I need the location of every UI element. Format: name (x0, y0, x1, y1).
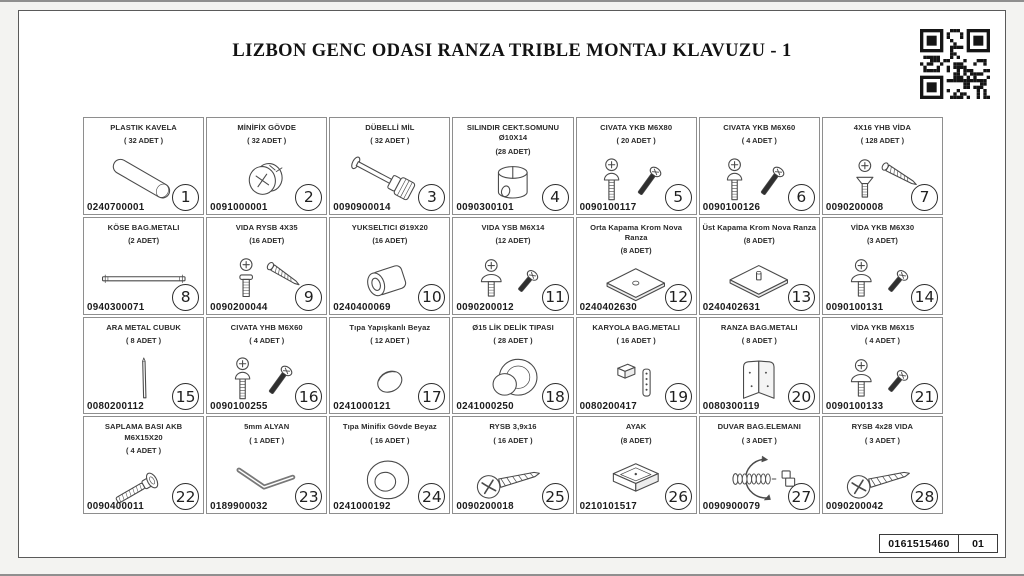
part-quantity: ( 20 ADET ) (616, 136, 656, 146)
part-quantity: ( 4 ADET ) (126, 445, 162, 455)
part-number-badge: 13 (788, 284, 815, 311)
part-number-badge: 28 (911, 483, 938, 510)
part-number-badge: 14 (911, 284, 938, 311)
part-code: 0241000121 (333, 401, 391, 413)
part-number-badge: 3 (418, 184, 445, 211)
part-quantity: (2 ADET) (128, 236, 160, 245)
part-quantity: ( 1 ADET ) (249, 435, 285, 445)
part-quantity: ( 32 ADET ) (247, 136, 287, 146)
part-number-badge: 1 (172, 184, 199, 211)
part-number-badge: 15 (172, 383, 199, 410)
part-number-badge: 27 (788, 483, 815, 510)
part-number-badge: 24 (418, 483, 445, 510)
part-code: 0080300119 (702, 401, 760, 413)
part-code: 0090100255 (210, 401, 268, 413)
part-number-badge: 12 (665, 284, 692, 311)
part-name: PLASTIK KAVELA (110, 123, 177, 132)
part-code: 0090200008 (825, 201, 884, 213)
part-name: ARA METAL CUBUK (106, 322, 181, 332)
parts-grid (83, 117, 943, 514)
part-number-badge: 8 (172, 284, 199, 311)
part-name: CIVATA YKB M6X60 (723, 123, 796, 132)
part-name: Üst Kapama Krom Nova Ranza (702, 222, 817, 232)
part-code: 0240700001 (87, 201, 145, 213)
part-name: MİNİFİX GÖVDE (237, 123, 297, 132)
part-name: DUVAR BAG.ELEMANI (717, 422, 801, 432)
part-cell-23 (206, 416, 327, 514)
part-number-badge: 21 (911, 383, 938, 410)
part-name: SILINDIR CEKT.SOMUNU Ø10X14 (466, 123, 560, 143)
part-name: VİDA YKB M6X30 (850, 222, 915, 232)
part-code: 0210101517 (579, 501, 638, 512)
part-number-badge: 19 (665, 383, 692, 410)
part-quantity: (8 ADET) (620, 435, 652, 445)
part-quantity: ( 32 ADET ) (370, 136, 410, 146)
part-name: YUKSELTICI Ø19X20 (351, 222, 428, 232)
part-code: 0241000250 (456, 401, 514, 413)
part-cell-25 (452, 416, 573, 514)
part-cell-9 (206, 217, 327, 315)
part-number-badge: 17 (418, 383, 445, 410)
part-cell-7 (822, 117, 943, 215)
part-cell-1 (83, 117, 204, 215)
part-quantity: ( 128 ADET ) (860, 136, 905, 146)
part-code: 0090200042 (825, 501, 884, 512)
part-quantity: ( 16 ADET ) (493, 435, 533, 445)
part-quantity: ( 4 ADET ) (249, 335, 285, 345)
part-number-badge: 20 (788, 383, 815, 410)
manual-sheet (18, 10, 1006, 558)
part-cell-8 (83, 217, 204, 315)
part-quantity: (3 ADET) (866, 236, 898, 245)
part-quantity: ( 8 ADET ) (741, 335, 777, 345)
part-name: RYSB 3,9x16 (489, 422, 537, 432)
part-number-badge: 18 (542, 383, 569, 410)
part-number-badge: 2 (295, 184, 322, 211)
part-name: Ø15 LİK DELİK TIPASI (472, 322, 554, 332)
part-cell-27 (699, 416, 820, 514)
part-quantity: (8 ADET) (620, 246, 652, 256)
part-name: VIDA RYSB 4X35 (235, 222, 298, 232)
part-name: VİDA YKB M6X15 (850, 322, 915, 332)
part-code: 0090200012 (456, 301, 514, 313)
part-code: 0090200044 (210, 301, 268, 313)
part-code: 0241000192 (333, 501, 391, 512)
part-name: 5mm ALYAN (244, 422, 290, 432)
part-quantity: ( 3 ADET ) (864, 435, 900, 445)
part-name: CIVATA YKB M6X80 (600, 123, 673, 132)
part-cell-16 (206, 317, 327, 415)
part-name: RANZA BAG.METALI (720, 322, 798, 332)
part-number-badge: 22 (172, 483, 199, 510)
part-quantity: (28 ADET) (495, 146, 531, 156)
part-cell-2 (206, 117, 327, 215)
part-name: AYAK (625, 422, 647, 432)
part-code: 0080200417 (579, 401, 638, 413)
part-name: RYSB 4x28 VIDA (851, 422, 914, 432)
part-name: Tıpa Minifix Gövde Beyaz (342, 422, 437, 432)
part-number-badge: 7 (911, 184, 938, 211)
part-code: 0189900032 (210, 501, 268, 512)
part-code: 0090300101 (456, 201, 514, 213)
part-name: Orta Kapama Krom Nova Ranza (590, 222, 683, 242)
part-number-badge: 4 (542, 184, 569, 211)
part-code: 0240402631 (702, 301, 761, 313)
part-cell-4 (452, 117, 573, 215)
part-cell-6 (699, 117, 820, 215)
part-quantity: ( 12 ADET ) (370, 335, 410, 345)
part-cell-11 (452, 217, 573, 315)
part-quantity: ( 8 ADET ) (126, 335, 162, 345)
part-number-badge: 26 (665, 483, 692, 510)
qr-code (920, 29, 990, 99)
part-number-badge: 9 (295, 284, 322, 311)
part-name: Tıpa Yapışkanlı Beyaz (349, 322, 431, 332)
part-quantity: ( 28 ADET ) (493, 335, 533, 345)
part-number-badge: 23 (295, 483, 322, 510)
part-code: 0090400011 (87, 501, 144, 512)
document-page-number: 01 (972, 537, 984, 550)
part-name: 4X16 YHB VİDA (853, 123, 912, 132)
part-number-badge: 11 (542, 284, 569, 311)
part-cell-15 (83, 317, 204, 415)
part-code: 0090100131 (825, 301, 884, 313)
part-code: 0090100133 (825, 401, 884, 413)
part-cell-20 (699, 317, 820, 415)
part-name: KÖSE BAG.METALI (107, 222, 180, 232)
part-number-badge: 16 (295, 383, 322, 410)
part-code: 0090100126 (702, 201, 761, 213)
part-cell-22 (83, 416, 204, 514)
part-quantity: (16 ADET) (372, 236, 408, 245)
part-quantity: ( 16 ADET ) (616, 335, 656, 345)
part-cell-3 (329, 117, 450, 215)
part-code: 0940300071 (87, 301, 145, 313)
part-quantity: ( 32 ADET ) (123, 136, 164, 146)
part-code: 0090100117 (579, 201, 637, 213)
part-cell-14 (822, 217, 943, 315)
part-code: 0080200112 (87, 401, 144, 413)
part-cell-10 (329, 217, 450, 315)
part-quantity: ( 4 ADET ) (864, 335, 900, 345)
part-quantity: (12 ADET) (495, 236, 531, 245)
part-number-badge: 25 (542, 483, 569, 510)
part-cell-19 (576, 317, 697, 415)
part-quantity: ( 3 ADET ) (741, 435, 777, 445)
part-quantity: (8 ADET) (743, 236, 775, 245)
part-code: 0091000001 (210, 201, 268, 213)
part-number-badge: 10 (418, 284, 445, 311)
part-code: 0090900079 (702, 501, 761, 512)
part-name: CIVATA YHB M6X60 (230, 322, 303, 332)
part-name: VIDA YSB M6X14 (481, 222, 545, 232)
part-cell-12 (576, 217, 697, 315)
part-number-badge: 5 (665, 184, 692, 211)
part-code: 0090200018 (456, 501, 514, 512)
part-cell-13 (699, 217, 820, 315)
part-name: KARYOLA BAG.METALI (592, 322, 680, 332)
page-title: LIZBON GENC ODASI RANZA TRIBLE MONTAJ KLAVUZU - 1 (232, 41, 792, 61)
part-cell-17 (329, 317, 450, 415)
part-quantity: (16 ADET) (249, 236, 285, 245)
part-cell-21 (822, 317, 943, 415)
part-cell-24 (329, 416, 450, 514)
part-number-badge: 6 (788, 184, 815, 211)
part-cell-28 (822, 416, 943, 514)
part-name: DÜBELLİ MİL (365, 123, 415, 132)
part-cell-5 (576, 117, 697, 215)
part-code: 0240400069 (333, 301, 391, 313)
part-name: SAPLAMA BASI AKB M6X15X20 (104, 422, 183, 442)
document-number-box (879, 534, 998, 553)
document-code: 0161515460 (880, 535, 959, 552)
part-cell-26 (576, 416, 697, 514)
part-quantity: ( 16 ADET ) (370, 435, 410, 445)
part-code: 0090900014 (333, 201, 391, 213)
part-cell-18 (452, 317, 573, 415)
part-code: 0240402630 (579, 301, 638, 313)
part-quantity: ( 4 ADET ) (741, 136, 777, 146)
